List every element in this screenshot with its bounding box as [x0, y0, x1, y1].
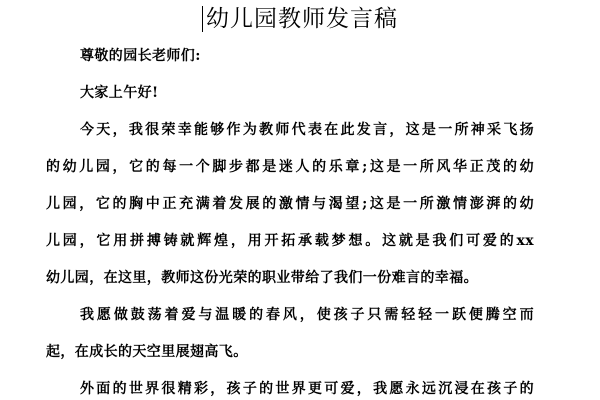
- document-title-text: 幼儿园教师发言稿: [206, 6, 398, 32]
- document-body[interactable]: [46, 38, 534, 400]
- document-title[interactable]: [202, 0, 398, 38]
- greeting-line: 大家上午好!: [80, 85, 159, 101]
- text-cursor: [202, 6, 203, 32]
- paragraph-1-line: 儿园，它用拼搏铸就辉煌，用开拓承载梦想。这就是我们可爱的xx: [46, 233, 534, 249]
- paragraph-2-line: 我愿做鼓荡着爱与温暖的春风，使孩子只需轻轻一跃便腾空而: [80, 307, 534, 323]
- paragraph-3-line: 外面的世界很精彩，孩子的世界更可爱，我愿永远沉浸在孩子的: [80, 381, 534, 397]
- paragraph-1-line: 的幼儿园，它的每一个脚步都是迷人的乐章;这是一所风华正茂的幼: [46, 159, 534, 175]
- paragraph-1-line: 幼儿园，在这里，教师这份光荣的职业带给了我们一份难言的幸福。: [46, 270, 478, 286]
- salutation-line: 尊敬的园长老师们:: [80, 48, 201, 64]
- paragraph-1-line: 今天，我很荣幸能够作为教师代表在此发言，这是一所神采飞扬: [80, 122, 534, 138]
- title-area: [0, 0, 600, 38]
- paragraph-2-line: 起，在成长的天空里展翅高飞。: [46, 344, 248, 360]
- paragraph-1-line: 儿园，它的胸中正充满着发展的激情与渴望;这是一所激情澎湃的幼: [46, 196, 534, 212]
